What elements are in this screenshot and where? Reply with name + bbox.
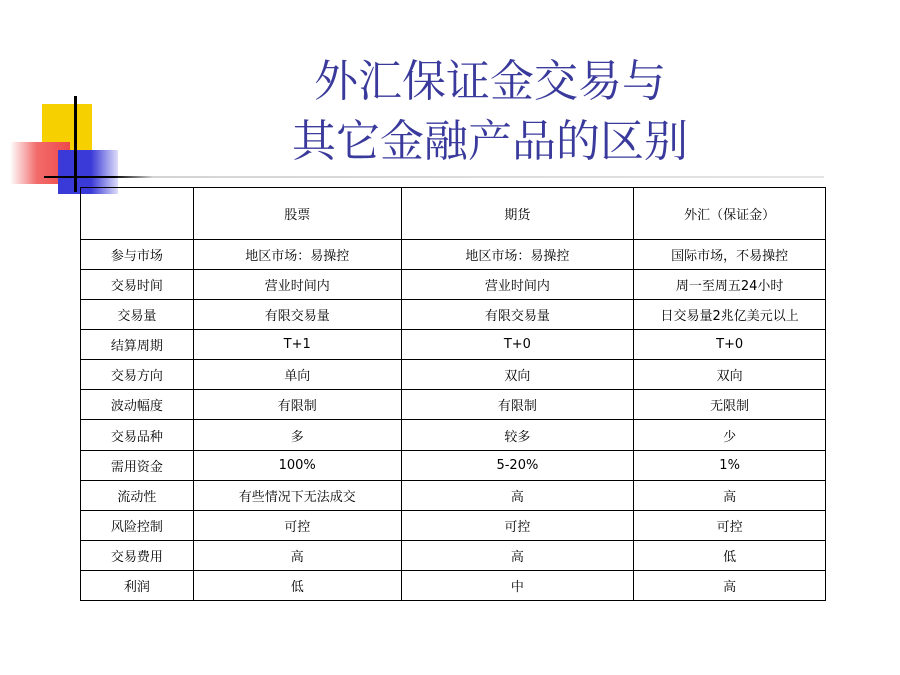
table-cell: 双向 — [634, 360, 826, 390]
table-cell: 可控 — [193, 510, 401, 540]
table-cell: 多 — [193, 420, 401, 450]
slide-title-line-1: 外汇保证金交易与 — [314, 56, 666, 107]
row-label: 波动幅度 — [81, 390, 194, 420]
row-label: 流动性 — [81, 480, 194, 510]
table-row — [81, 510, 826, 540]
table-cell: 地区市场：易操控 — [401, 240, 634, 270]
row-label: 交易品种 — [81, 420, 194, 450]
table-row — [81, 330, 826, 360]
table-row — [81, 360, 826, 390]
header-cell-futures: 期货 — [401, 188, 634, 240]
table-cell: 无限制 — [634, 390, 826, 420]
table-cell: 周一至周五24小时 — [634, 270, 826, 300]
header-cell-stocks: 股票 — [193, 188, 401, 240]
table-row — [81, 270, 826, 300]
table-cell: 少 — [634, 420, 826, 450]
table-cell: 高 — [401, 540, 634, 570]
header-cell-corner — [81, 188, 194, 240]
table-cell: 有限交易量 — [193, 300, 401, 330]
row-label: 交易量 — [81, 300, 194, 330]
table-row — [81, 420, 826, 450]
decor-horizontal-line — [44, 176, 824, 178]
table-cell: 高 — [401, 480, 634, 510]
table-row — [81, 240, 826, 270]
row-label: 交易费用 — [81, 540, 194, 570]
table-cell: 低 — [193, 570, 401, 600]
comparison-table — [80, 187, 826, 601]
table-cell: 100% — [193, 450, 401, 480]
table-row — [81, 450, 826, 480]
row-label: 利润 — [81, 570, 194, 600]
table-cell: T+1 — [193, 330, 401, 360]
table-cell: 有限制 — [193, 390, 401, 420]
table-cell: 地区市场：易操控 — [193, 240, 401, 270]
table-cell: 日交易量2兆亿美元以上 — [634, 300, 826, 330]
row-label: 需用资金 — [81, 450, 194, 480]
table-cell: 低 — [634, 540, 826, 570]
table-cell: 有限交易量 — [401, 300, 634, 330]
table-cell: 有些情况下无法成交 — [193, 480, 401, 510]
table-row — [81, 390, 826, 420]
table-cell: 高 — [634, 570, 826, 600]
row-label: 交易时间 — [81, 270, 194, 300]
table-header-row — [81, 188, 826, 240]
table-cell: 5-20% — [401, 450, 634, 480]
table-cell: 高 — [634, 480, 826, 510]
table-row — [81, 570, 826, 600]
table-cell: 1% — [634, 450, 826, 480]
table-cell: 国际市场，不易操控 — [634, 240, 826, 270]
table-cell: T+0 — [634, 330, 826, 360]
table-cell: 营业时间内 — [401, 270, 634, 300]
header-cell-forex: 外汇（保证金） — [634, 188, 826, 240]
table-cell: 可控 — [634, 510, 826, 540]
row-label: 结算周期 — [81, 330, 194, 360]
table-row — [81, 540, 826, 570]
table-cell: 中 — [401, 570, 634, 600]
row-label: 风险控制 — [81, 510, 194, 540]
row-label: 交易方向 — [81, 360, 194, 390]
table-cell: 双向 — [401, 360, 634, 390]
table-row — [81, 480, 826, 510]
table-cell: 营业时间内 — [193, 270, 401, 300]
slide-title-line-2: 其它金融产品的区别 — [292, 116, 688, 167]
table-cell: T+0 — [401, 330, 634, 360]
table-row — [81, 300, 826, 330]
table-cell: 单向 — [193, 360, 401, 390]
table-cell: 可控 — [401, 510, 634, 540]
table-cell: 有限制 — [401, 390, 634, 420]
table-cell: 较多 — [401, 420, 634, 450]
table-cell: 高 — [193, 540, 401, 570]
row-label: 参与市场 — [81, 240, 194, 270]
